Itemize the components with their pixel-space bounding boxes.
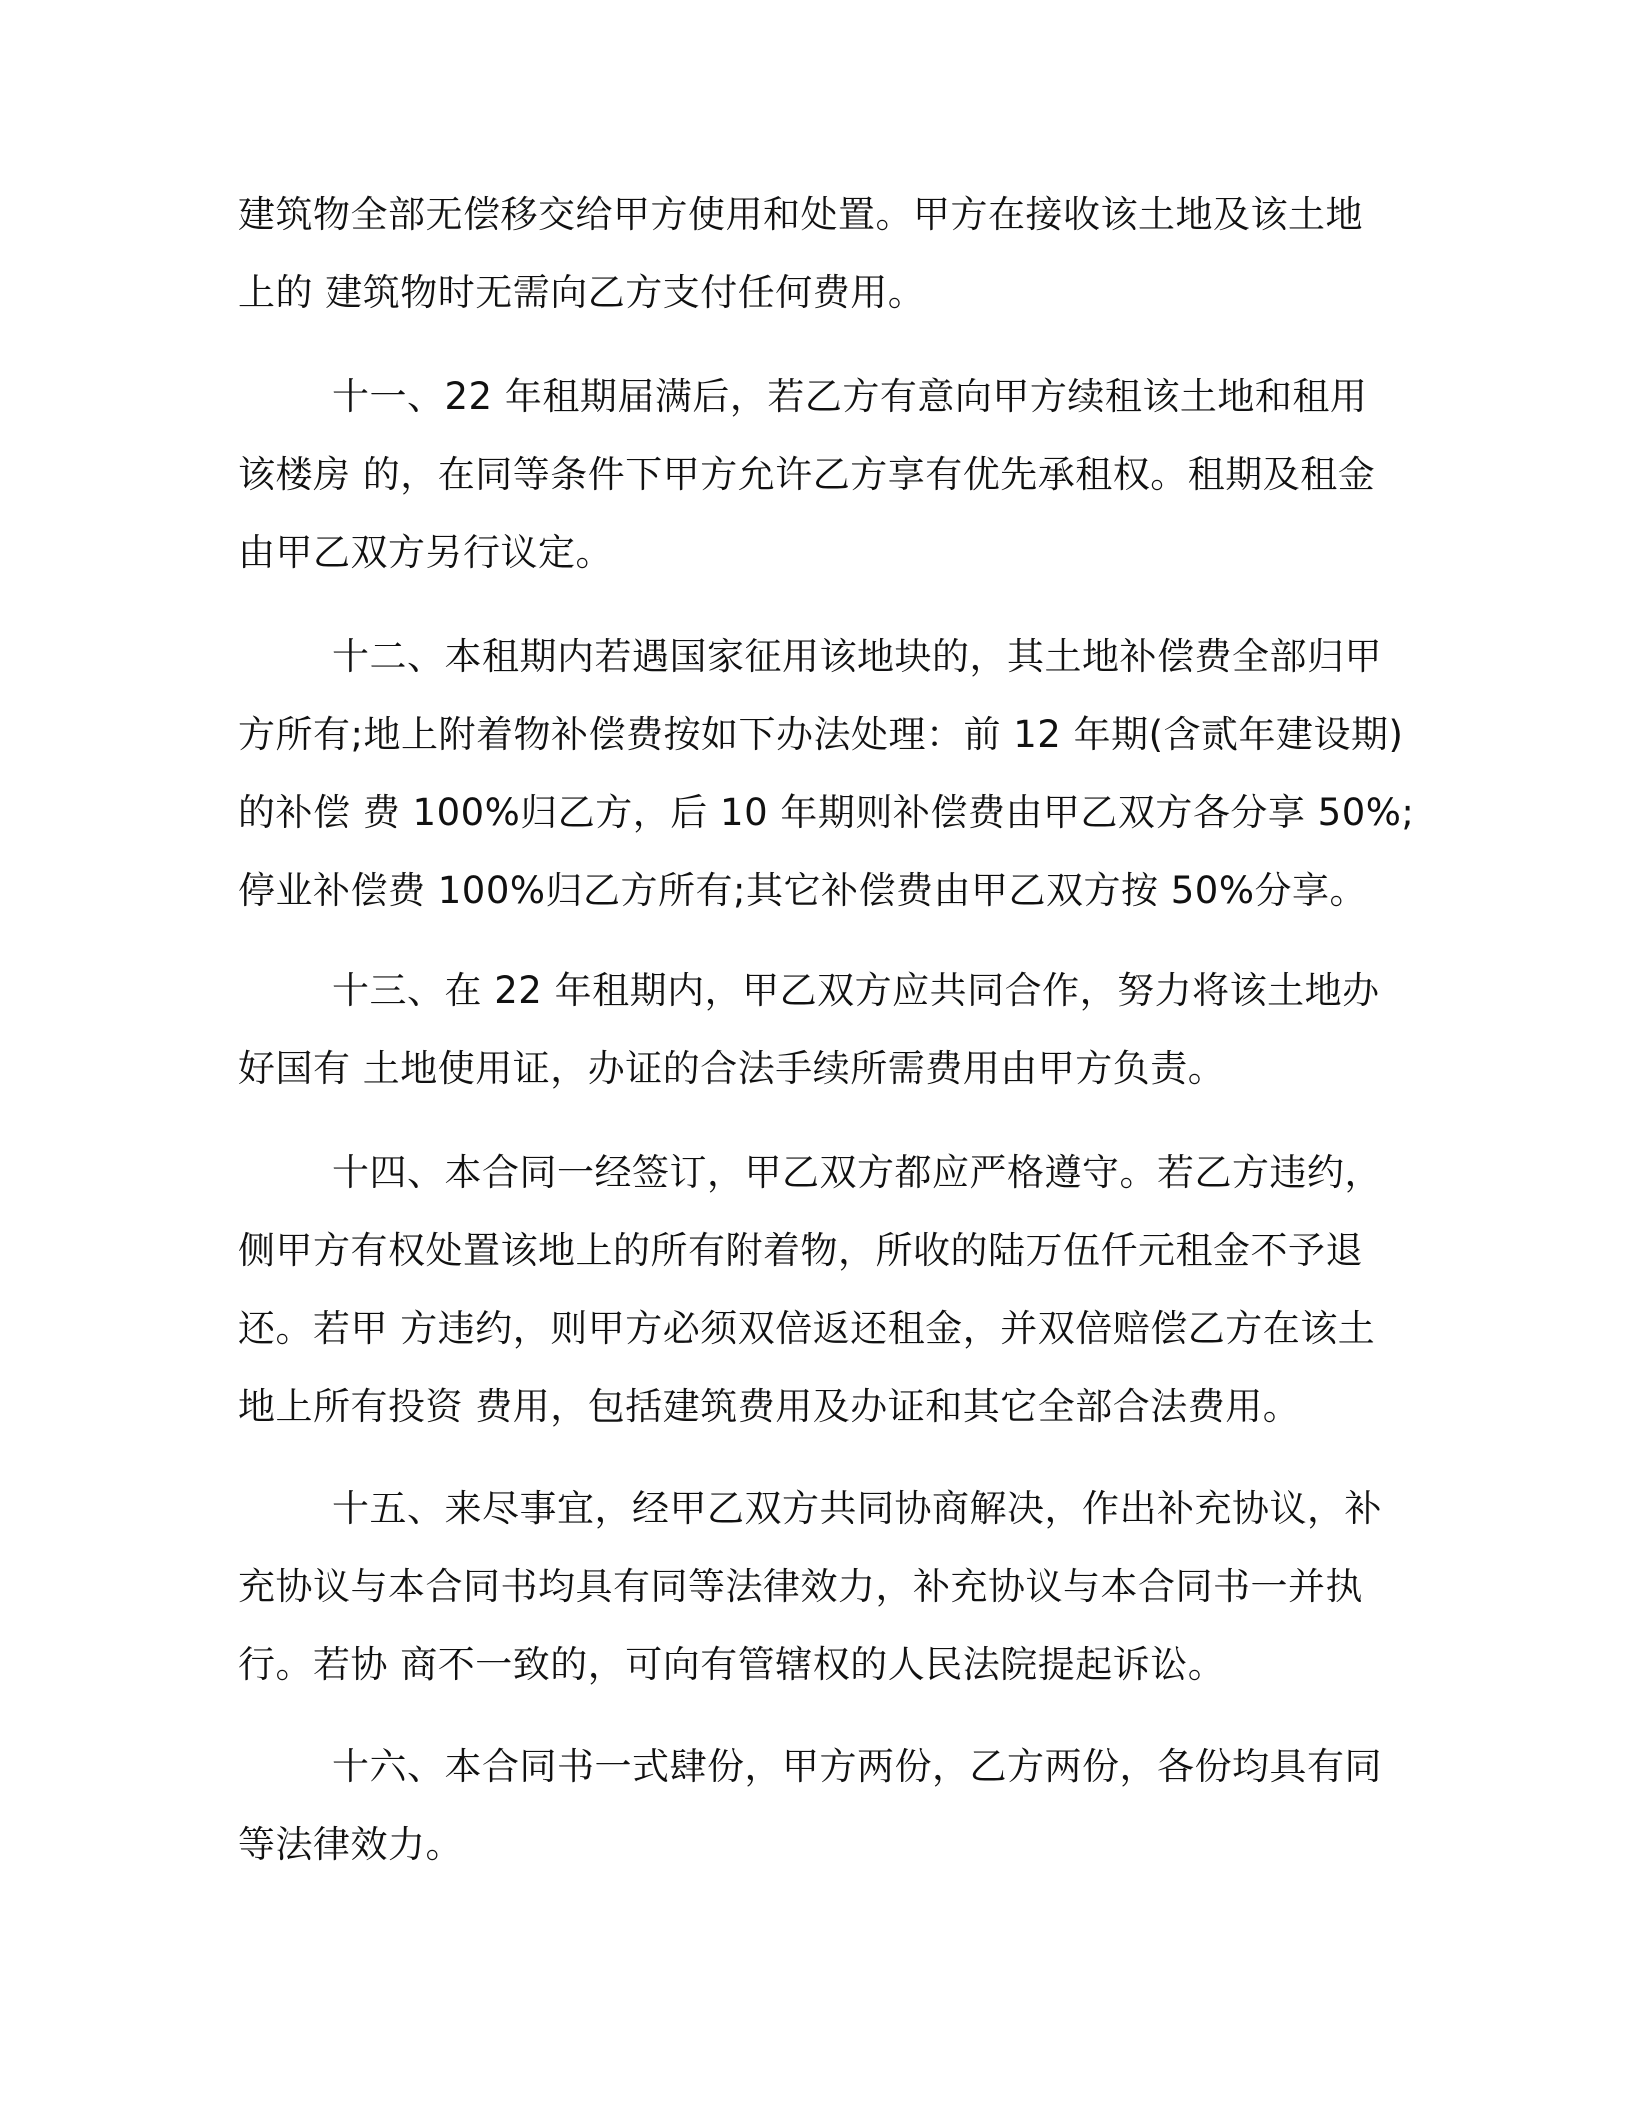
- text-line: 还。若甲 方违约，则甲方必须双倍返还租金，并双倍赔偿乙方在该土: [238, 1307, 1376, 1350]
- text-line: 十二、本租期内若遇国家征用该地块的，其土地补偿费全部归甲: [332, 635, 1382, 678]
- text-line: 十五、来尽事宜，经甲乙双方共同协商解决，作出补充协议，补: [332, 1487, 1382, 1530]
- text-line: 充协议与本合同书均具有同等法律效力，补充协议与本合同书一并执: [238, 1565, 1363, 1608]
- text-line: 建筑物全部无偿移交给甲方使用和处置。甲方在接收该土地及该土地: [238, 193, 1363, 236]
- text-line: 十六、本合同书一式肆份，甲方两份，乙方两份，各份均具有同: [332, 1745, 1382, 1788]
- paragraph-continuation: [238, 176, 1408, 332]
- text-line: 该楼房 的，在同等条件下甲方允许乙方享有优先承租权。租期及租金: [238, 453, 1376, 496]
- text-line: 方所有;地上附着物补偿费按如下办法处理：前 12 年期(含贰年建设期): [238, 713, 1404, 756]
- text-line: 由甲乙双方另行议定。: [238, 531, 613, 574]
- text-line: 停业补偿费 100%归乙方所有;其它补偿费由甲乙双方按 50%分享。: [238, 869, 1368, 912]
- text-line: 好国有 土地使用证，办证的合法手续所需费用由甲方负责。: [238, 1047, 1226, 1090]
- text-line: 十四、本合同一经签订，甲乙双方都应严格遵守。若乙方违约，: [332, 1151, 1382, 1194]
- text-line: 侧甲方有权处置该地上的所有附着物，所收的陆万伍仟元租金不予退: [238, 1229, 1363, 1272]
- paragraph-clause-16: [238, 1728, 1408, 1884]
- paragraph-clause-14: [238, 1134, 1408, 1446]
- text-line: 的补偿 费 100%归乙方，后 10 年期则补偿费由甲乙双方各分享 50%;: [238, 791, 1415, 834]
- paragraph-clause-12: [238, 618, 1415, 930]
- paragraph-clause-11: [238, 358, 1408, 592]
- text-line: 十一、22 年租期届满后，若乙方有意向甲方续租该土地和租用: [332, 375, 1368, 418]
- text-line: 上的 建筑物时无需向乙方支付任何费用。: [238, 271, 926, 314]
- text-line: 十三、在 22 年租期内，甲乙双方应共同合作，努力将该土地办: [332, 969, 1380, 1012]
- text-line: 地上所有投资 费用，包括建筑费用及办证和其它全部合法费用。: [238, 1385, 1301, 1428]
- paragraph-clause-15: [238, 1470, 1408, 1704]
- text-line: 行。若协 商不一致的，可向有管辖权的人民法院提起诉讼。: [238, 1643, 1226, 1686]
- text-line: 等法律效力。: [238, 1823, 463, 1866]
- paragraph-clause-13: [238, 952, 1408, 1108]
